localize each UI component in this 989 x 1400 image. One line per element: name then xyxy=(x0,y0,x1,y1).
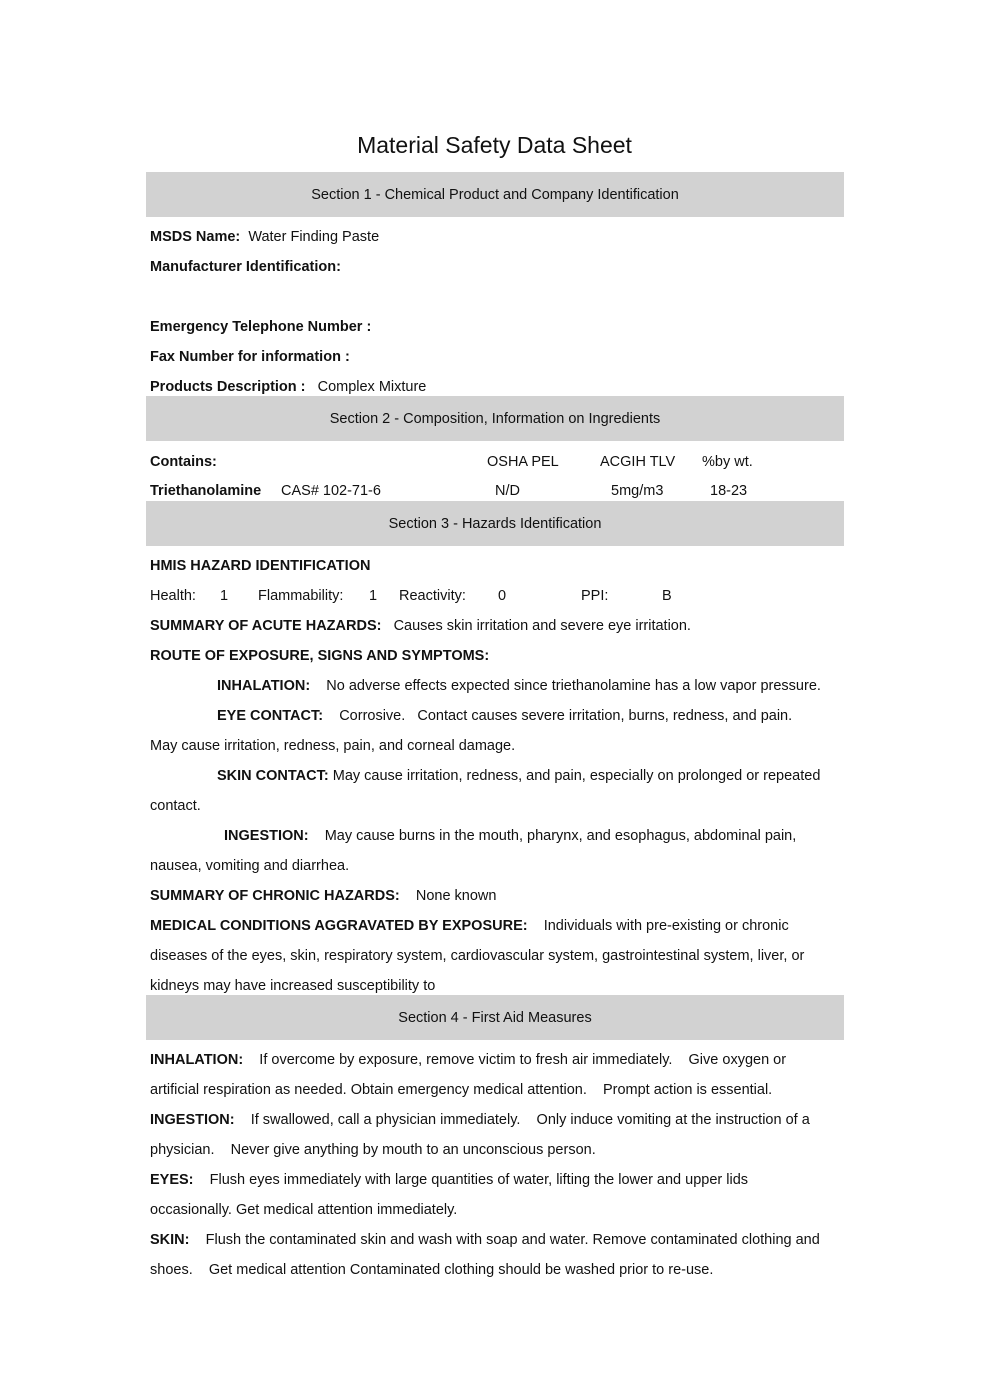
first-aid-ingestion-row xyxy=(150,1112,810,1128)
first-aid-ingestion-line-2: physician. Never give anything by mouth to an unconscious person. xyxy=(150,1142,596,1158)
eye-contact-row xyxy=(217,708,792,724)
msds-name-value: Water Finding Paste xyxy=(248,229,380,245)
acute-hazards-row xyxy=(150,618,691,634)
ingestion-row xyxy=(224,828,796,844)
medical-conditions-label: MEDICAL CONDITIONS AGGRAVATED BY EXPOSURE: xyxy=(150,918,528,934)
msds-name-label: MSDS Name: xyxy=(150,229,241,245)
manufacturer-label: Manufacturer Identification: xyxy=(150,259,341,275)
products-label: Products Description : xyxy=(150,379,306,395)
skin-contact-value: May cause irritation, redness, and pain, especially on prolonged or repeated xyxy=(332,768,821,784)
section-1-header: Section 1 - Chemical Product and Company Identification xyxy=(146,172,844,217)
skin-contact-row xyxy=(217,768,820,784)
first-aid-ingestion-value: If swallowed, call a physician immediately. Only induce vomiting at the instruction of a xyxy=(250,1112,810,1128)
health-label: Health: xyxy=(150,588,196,604)
ingredient-acgih: 5mg/m3 xyxy=(611,483,664,499)
medical-conditions-row xyxy=(150,918,789,934)
eye-contact-value: Corrosive. Contact causes severe irritation, burns, redness, and pain. xyxy=(339,708,793,724)
first-aid-inhalation-label: INHALATION: xyxy=(150,1052,244,1068)
first-aid-eyes-label: EYES: xyxy=(150,1172,194,1188)
first-aid-skin-line-2: shoes. Get medical attention Contaminated clothing should be washed prior to re-use. xyxy=(150,1262,714,1278)
ingredient-osha: N/D xyxy=(495,483,520,499)
reactivity-value: 0 xyxy=(498,588,507,604)
ingredient-name xyxy=(150,483,261,499)
first-aid-ingestion-label: INGESTION: xyxy=(150,1112,235,1128)
chronic-hazards-row xyxy=(150,888,496,904)
emergency-label: Emergency Telephone Number : xyxy=(150,319,372,335)
products-value: Complex Mixture xyxy=(317,379,427,395)
section-2-header: Section 2 - Composition, Information on Ingredients xyxy=(146,396,844,441)
msds-name-row xyxy=(150,229,379,245)
acgih-tlv-header: ACGIH TLV xyxy=(600,454,676,470)
eye-contact-continuation: May cause irritation, redness, pain, and corneal damage. xyxy=(150,738,516,754)
skin-contact-label: SKIN CONTACT: xyxy=(217,768,329,784)
products-row xyxy=(150,379,426,395)
ingredient-percent: 18-23 xyxy=(710,483,748,499)
route-heading-text: ROUTE OF EXPOSURE, SIGNS AND SYMPTOMS: xyxy=(150,648,490,664)
first-aid-eyes-line-2: occasionally. Get medical attention immediately. xyxy=(150,1202,458,1218)
ppi-label: PPI: xyxy=(581,588,609,604)
fax-label: Fax Number for information : xyxy=(150,349,350,365)
inhalation-value: No adverse effects expected since triethanolamine has a low vapor pressure. xyxy=(326,678,821,694)
flammability-value: 1 xyxy=(369,588,378,604)
first-aid-inhalation-value: If overcome by exposure, remove victim to fresh air immediately. Give oxygen or xyxy=(259,1052,787,1068)
first-aid-eyes-value: Flush eyes immediately with large quantities of water, lifting the lower and upper lids xyxy=(209,1172,749,1188)
osha-pel-header: OSHA PEL xyxy=(487,454,559,470)
first-aid-inhalation-line-2: artificial respiration as needed. Obtain emergency medical attention. Prompt action is essential. xyxy=(150,1082,773,1098)
ingredient-cas: CAS# 102-71-6 xyxy=(281,483,381,499)
chronic-hazards-value: None known xyxy=(415,888,497,904)
flammability-label: Flammability: xyxy=(258,588,344,604)
first-aid-inhalation-row xyxy=(150,1052,786,1068)
first-aid-skin-value: Flush the contaminated skin and wash with soap and water. Remove contaminated clothing and xyxy=(205,1232,820,1248)
contains-row xyxy=(150,454,217,470)
inhalation-label: INHALATION: xyxy=(217,678,311,694)
manufacturer-row xyxy=(150,259,341,275)
emergency-row xyxy=(150,319,371,335)
ingestion-label: INGESTION: xyxy=(224,828,309,844)
first-aid-skin-label: SKIN: xyxy=(150,1232,190,1248)
ingestion-continuation: nausea, vomiting and diarrhea. xyxy=(150,858,350,874)
inhalation-row xyxy=(217,678,821,694)
chronic-hazards-label: SUMMARY OF CHRONIC HAZARDS: xyxy=(150,888,400,904)
section-4-header: Section 4 - First Aid Measures xyxy=(146,995,844,1040)
ingredient-name-text: Triethanolamine xyxy=(150,483,262,499)
medical-conditions-value: Individuals with pre-existing or chronic xyxy=(543,918,789,934)
medical-conditions-line-3: kidneys may have increased susceptibility to xyxy=(150,978,436,994)
health-value: 1 xyxy=(220,588,229,604)
reactivity-label: Reactivity: xyxy=(399,588,466,604)
route-heading xyxy=(150,648,489,664)
document-title: Material Safety Data Sheet xyxy=(357,132,632,158)
fax-row xyxy=(150,349,350,365)
section-3-header: Section 3 - Hazards Identification xyxy=(146,501,844,546)
medical-conditions-line-2: diseases of the eyes, skin, respiratory system, cardiovascular system, gastrointestinal system, liver, or xyxy=(150,948,805,964)
percent-by-weight-header: %by wt. xyxy=(702,454,753,470)
contains-label: Contains: xyxy=(150,454,217,470)
acute-hazards-label: SUMMARY OF ACUTE HAZARDS: xyxy=(150,618,382,634)
first-aid-eyes-row xyxy=(150,1172,748,1188)
skin-contact-continuation: contact. xyxy=(150,798,201,814)
acute-hazards-value: Causes skin irritation and severe eye irritation. xyxy=(393,618,691,634)
eye-contact-label: EYE CONTACT: xyxy=(217,708,324,724)
hmis-heading xyxy=(150,558,370,574)
ppi-value: B xyxy=(662,588,672,604)
ingestion-value: May cause burns in the mouth, pharynx, and esophagus, abdominal pain, xyxy=(324,828,797,844)
hmis-heading-text: HMIS HAZARD IDENTIFICATION xyxy=(150,558,371,574)
first-aid-skin-row xyxy=(150,1232,820,1248)
